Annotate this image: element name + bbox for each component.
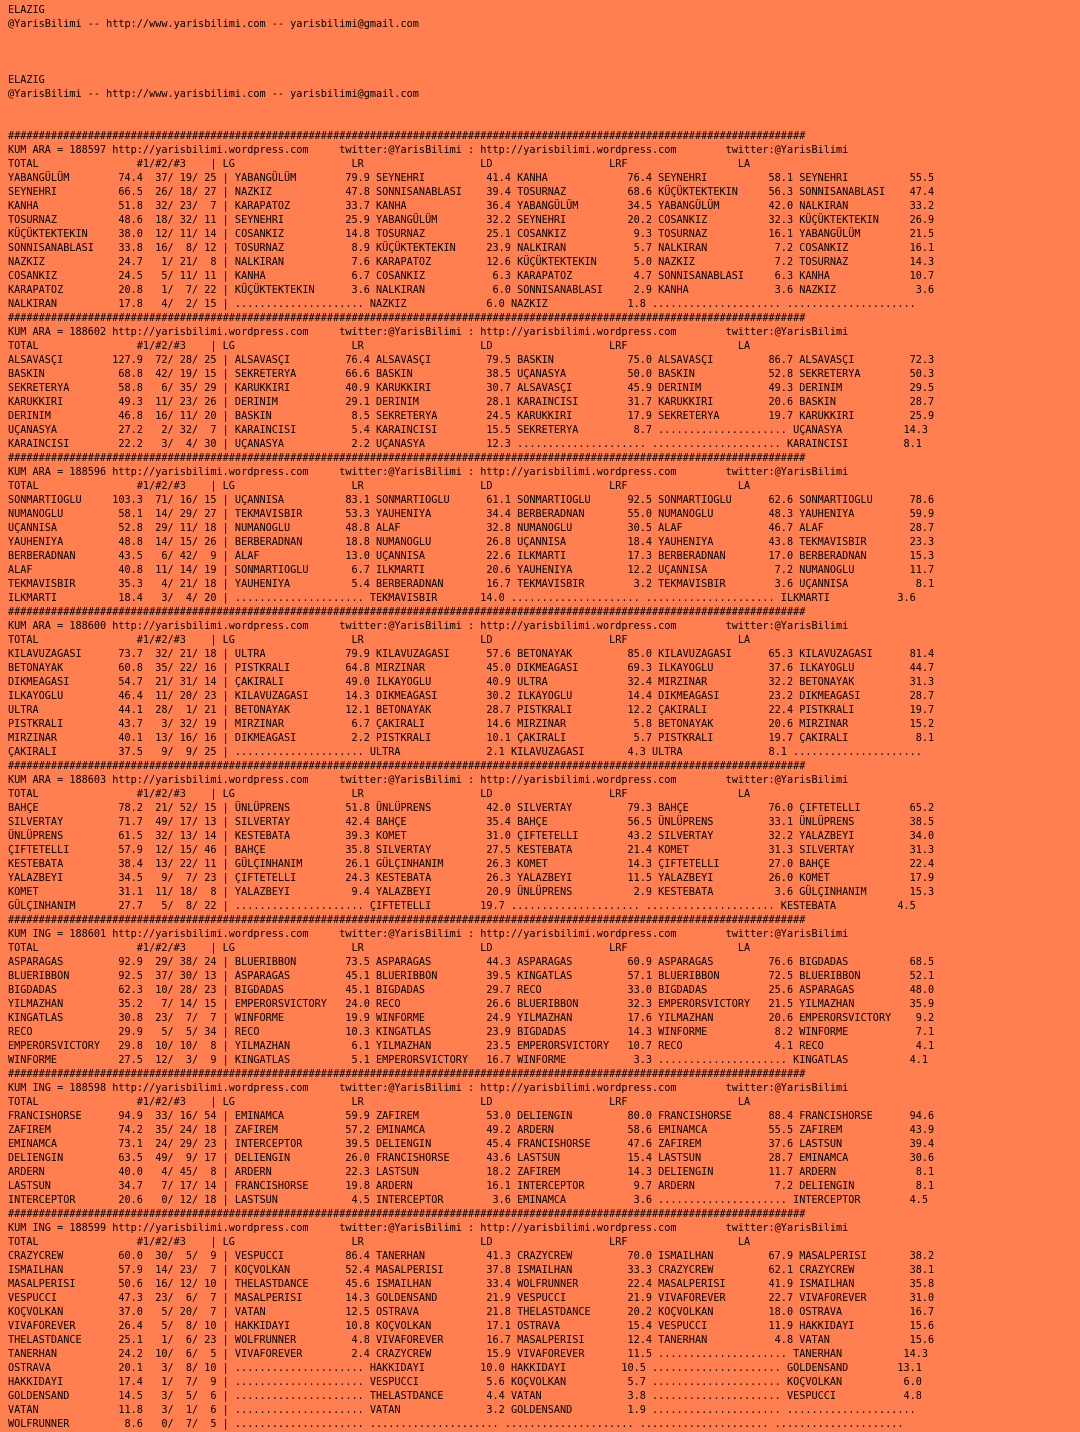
report-line: ################################################################################################################################## [8,453,806,464]
report-line: ISMAILHAN 57.9 14/ 23/ 7 | KOÇVOLKAN 52.4 MASALPERISI 37.8 ISMAILHAN 33.3 CRAZYCREW 62.1 CRAZYCREW 38.1 [8,1265,935,1276]
report-line: KARAPATOZ 20.8 1/ 7/ 22 | KÜÇÜKTEKTEKIN 3.6 NALKIRAN 6.0 SONNISANABLASI 2.9 KANHA 3.6 NAZKIZ 3.6 [8,285,935,296]
report-line: KINGATLAS 30.8 23/ 7/ 7 | WINFORME 19.9 WINFORME 24.9 YILMAZHAN 17.6 YILMAZHAN 20.6 EMPERORSVICTORY 9.2 [8,1013,935,1024]
report-line: ILKMARTI 18.4 3/ 4/ 20 | ..................... TEKMAVISBIR 14.0 ..................... ..................... ILKMARTI 3.6 [8,593,916,604]
report-line: HAKKIDAYI 17.4 1/ 7/ 9 | ..................... VESPUCCI 5.6 KOÇVOLKAN 5.7 ..................... KOÇVOLKAN 6.0 [8,1377,922,1388]
report-line: DIKMEAGASI 54.7 21/ 31/ 14 | ÇAKIRALI 49.0 ILKAYOGLU 40.9 ULTRA 32.4 MIRZINAR 32.2 BETONAYAK 31.3 [8,677,935,688]
report-line: ZAFIREM 74.2 35/ 24/ 18 | ZAFIREM 57.2 EMINAMCA 49.2 ARDERN 58.6 EMINAMCA 55.5 ZAFIREM 43.9 [8,1125,935,1136]
report-line: ÇAKIRALI 37.5 9/ 9/ 25 | ..................... ULTRA 2.1 KILAVUZAGASI 4.3 ULTRA 8.1 ..................... [8,747,922,758]
report-line: KARAINCISI 22.2 3/ 4/ 30 | UÇANASYA 2.2 UÇANASYA 12.3 ..................... ..................... KARAINCISI 8.1 [8,439,922,450]
report-line: ################################################################################################################################## [8,313,806,324]
report-line: ILKAYOGLU 46.4 11/ 20/ 23 | KILAVUZAGASI 14.3 DIKMEAGASI 30.2 ILKAYOGLU 14.4 DIKMEAGASI 23.2 DIKMEAGASI 28.7 [8,691,935,702]
report-line: LASTSUN 34.7 7/ 17/ 14 | FRANCISHORSE 19.8 ARDERN 16.1 INTERCEPTOR 9.7 ARDERN 7.2 DELIENGIN 8.1 [8,1181,935,1192]
report-line: PISTKRALI 43.7 3/ 32/ 19 | MIRZINAR 6.7 ÇAKIRALI 14.6 MIRZINAR 5.8 BETONAYAK 20.6 MIRZINAR 15.2 [8,719,935,730]
report-line: BIGDADAS 62.3 10/ 28/ 23 | BIGDADAS 45.1 BIGDADAS 29.7 RECO 33.0 BIGDADAS 25.6 ASPARAGAS 48.0 [8,985,935,996]
report-line: @YarisBilimi -- http://www.yarisbilimi.com -- yarisbilimi@gmail.com [8,19,419,30]
report-line: INTERCEPTOR 20.6 0/ 12/ 18 | LASTSUN 4.5 INTERCEPTOR 3.6 EMINAMCA 3.6 ..................... INTERCEPTOR 4.5 [8,1195,929,1206]
report-line: ÜNLÜPRENS 61.5 32/ 13/ 14 | KESTEBATA 39.3 KOMET 31.0 ÇIFTETELLI 43.2 SILVERTAY 32.2 YALAZBEYI 34.0 [8,831,935,842]
report-line: OSTRAVA 20.1 3/ 8/ 10 | ..................... HAKKIDAYI 10.0 HAKKIDAYI 10.5 ..................... GOLDENSAND 13.1 [8,1363,922,1374]
report-line: WINFORME 27.5 12/ 3/ 9 | KINGATLAS 5.1 EMPERORSVICTORY 16.7 WINFORME 3.3 ..................... KINGATLAS 4.1 [8,1055,929,1066]
report-line: DERINIM 46.8 16/ 11/ 20 | BASKIN 8.5 SEKRETERYA 24.5 KARUKKIRI 17.9 SEKRETERYA 19.7 KARUKKIRI 25.9 [8,411,935,422]
report-line: ARDERN 40.0 4/ 45/ 8 | ARDERN 22.3 LASTSUN 18.2 ZAFIREM 14.3 DELIENGIN 11.7 ARDERN 8.1 [8,1167,935,1178]
report-line: ################################################################################################################################## [8,1209,806,1220]
report-line: ELAZIG [8,5,45,16]
report-line: TOTAL #1/#2/#3 | LG LR LD LRF LA [8,481,751,492]
report-line: ################################################################################################################################## [8,131,806,142]
report-line: TOTAL #1/#2/#3 | LG LR LD LRF LA [8,341,751,352]
report-line: KUM ARA = 188597 http://yarisbilimi.wordpress.com twitter:@YarisBilimi : http://yarisbilimi.wordpress.com twitter:@YarisBilimi [8,145,849,156]
report-line: KOMET 31.1 11/ 18/ 8 | YALAZBEYI 9.4 YALAZBEYI 20.9 ÜNLÜPRENS 2.9 KESTEBATA 3.6 GÜLÇINHANIM 15.3 [8,887,935,898]
report-line: TOTAL #1/#2/#3 | LG LR LD LRF LA [8,1097,751,1108]
report-line: KUM ING = 188598 http://yarisbilimi.wordpress.com twitter:@YarisBilimi : http://yarisbilimi.wordpress.com twitter:@YarisBilimi [8,1083,849,1094]
report-line: KUM ARA = 188596 http://yarisbilimi.wordpress.com twitter:@YarisBilimi : http://yarisbilimi.wordpress.com twitter:@YarisBilimi [8,467,849,478]
report-line: SEKRETERYA 58.8 6/ 35/ 29 | KARUKKIRI 40.9 KARUKKIRI 30.7 ALSAVASÇI 45.9 DERINIM 49.3 DERINIM 29.5 [8,383,935,394]
report-line: UÇANASYA 27.2 2/ 32/ 7 | KARAINCISI 5.4 KARAINCISI 15.5 SEKRETERYA 8.7 ..................... UÇANASYA 14.3 [8,425,929,436]
report-line: TOTAL #1/#2/#3 | LG LR LD LRF LA [8,789,751,800]
report-line: KOÇVOLKAN 37.0 5/ 20/ 7 | VATAN 12.5 OSTRAVA 21.8 THELASTDANCE 20.2 KOÇVOLKAN 18.0 OSTRAVA 16.7 [8,1307,935,1318]
report-line: DELIENGIN 63.5 49/ 9/ 17 | DELIENGIN 26.0 FRANCISHORSE 43.6 LASTSUN 15.4 LASTSUN 28.7 EMINAMCA 30.6 [8,1153,935,1164]
report-line: BERBERADNAN 43.5 6/ 42/ 9 | ALAF 13.0 UÇANNISA 22.6 ILKMARTI 17.3 BERBERADNAN 17.0 BERBERADNAN 15.3 [8,551,935,562]
report-line: UÇANNISA 52.8 29/ 11/ 18 | NUMANOGLU 48.8 ALAF 32.8 NUMANOGLU 30.5 ALAF 46.7 ALAF 28.7 [8,523,935,534]
report-line: GÜLÇINHANIM 27.7 5/ 8/ 22 | ..................... ÇIFTETELLI 19.7 ..................... ..................... KESTEBATA 4.5 [8,901,916,912]
report-line: SEYNEHRI 66.5 26/ 18/ 27 | NAZKIZ 47.8 SONNISANABLASI 39.4 TOSURNAZ 68.6 KÜÇÜKTEKTEKIN 56.3 SONNISANABLASI 47.4 [8,187,935,198]
report-line: KANHA 51.8 32/ 23/ 7 | KARAPATOZ 33.7 KANHA 36.4 YABANGÜLÜM 34.5 YABANGÜLÜM 42.0 NALKIRAN 33.2 [8,201,935,212]
report-line: ALSAVASÇI 127.9 72/ 28/ 25 | ALSAVASÇI 76.4 ALSAVASÇI 79.5 BASKIN 75.0 ALSAVASÇI 86.7 ALSAVASÇI 72.3 [8,355,935,366]
report-line: BAHÇE 78.2 21/ 52/ 15 | ÜNLÜPRENS 51.8 ÜNLÜPRENS 42.0 SILVERTAY 79.3 BAHÇE 76.0 ÇIFTETELLI 65.2 [8,803,935,814]
report-line: BASKIN 68.8 42/ 19/ 15 | SEKRETERYA 66.6 BASKIN 38.5 UÇANASYA 50.0 BASKIN 52.8 SEKRETERYA 50.3 [8,369,935,380]
report-line: MIRZINAR 40.1 13/ 16/ 16 | DIKMEAGASI 2.2 PISTKRALI 10.1 ÇAKIRALI 5.7 PISTKRALI 19.7 ÇAKIRALI 8.1 [8,733,935,744]
report-line: NAZKIZ 24.7 1/ 21/ 8 | NALKIRAN 7.6 KARAPATOZ 12.6 KÜÇÜKTEKTEKIN 5.0 NAZKIZ 7.2 TOSURNAZ 14.3 [8,257,935,268]
report-line: SONNISANABLASI 33.8 16/ 8/ 12 | TOSURNAZ 8.9 KÜÇÜKTEKTEKIN 23.9 NALKIRAN 5.7 NALKIRAN 7.2 COSANKIZ 16.1 [8,243,935,254]
report-line: ALAF 40.8 11/ 14/ 19 | SONMARTIOGLU 6.7 ILKMARTI 20.6 YAUHENIYA 12.2 UÇANNISA 7.2 NUMANOGLU 11.7 [8,565,935,576]
report-line: KUM ING = 188601 http://yarisbilimi.wordpress.com twitter:@YarisBilimi : http://yarisbilimi.wordpress.com twitter:@YarisBilimi [8,929,849,940]
report-line: ################################################################################################################################## [8,915,806,926]
report-line: NALKIRAN 17.8 4/ 2/ 15 | ..................... NAZKIZ 6.0 NAZKIZ 1.8 ..................... ..................... [8,299,916,310]
report-line: EMPERORSVICTORY 29.8 10/ 10/ 8 | YILMAZHAN 6.1 YILMAZHAN 23.5 EMPERORSVICTORY 10.7 RECO 4.1 RECO 4.1 [8,1041,935,1052]
report-line [8,46,1080,60]
report-line: SILVERTAY 71.7 49/ 17/ 13 | SILVERTAY 42.4 BAHÇE 35.4 BAHÇE 56.5 ÜNLÜPRENS 33.1 ÜNLÜPRENS 38.5 [8,817,935,828]
report-line: BETONAYAK 60.8 35/ 22/ 16 | PISTKRALI 64.8 MIRZINAR 45.0 DIKMEAGASI 69.3 ILKAYOGLU 37.6 ILKAYOGLU 44.7 [8,663,935,674]
report-line: ULTRA 44.1 28/ 1/ 21 | BETONAYAK 12.1 BETONAYAK 28.7 PISTKRALI 12.2 ÇAKIRALI 22.4 PISTKRALI 19.7 [8,705,935,716]
report-line: ELAZIG [8,75,45,86]
report-line: BLUERIBBON 92.5 37/ 30/ 13 | ASPARAGAS 45.1 BLUERIBBON 39.5 KINGATLAS 57.1 BLUERIBBON 72.5 BLUERIBBON 52.1 [8,971,935,982]
report-line [8,60,1080,74]
report-line: MASALPERISI 50.6 16/ 12/ 10 | THELASTDANCE 45.6 ISMAILHAN 33.4 WOLFRUNNER 22.4 MASALPERISI 41.9 ISMAILHAN 35.8 [8,1279,935,1290]
report-line: KUM ARA = 188603 http://yarisbilimi.wordpress.com twitter:@YarisBilimi : http://yarisbilimi.wordpress.com twitter:@YarisBilimi [8,775,849,786]
report-line: TOTAL #1/#2/#3 | LG LR LD LRF LA [8,159,751,170]
report-line: VIVAFOREVER 26.4 5/ 8/ 10 | HAKKIDAYI 10.8 KOÇVOLKAN 17.1 OSTRAVA 15.4 VESPUCCI 11.9 HAKKIDAYI 15.6 [8,1321,935,1332]
report-line: TANERHAN 24.2 10/ 6/ 5 | VIVAFOREVER 2.4 CRAZYCREW 15.9 VIVAFOREVER 11.5 ..................... TANERHAN 14.3 [8,1349,929,1360]
report-line: CRAZYCREW 60.0 30/ 5/ 9 | VESPUCCI 86.4 TANERHAN 41.3 CRAZYCREW 70.0 ISMAILHAN 67.9 MASALPERISI 38.2 [8,1251,935,1262]
report-line: KILAVUZAGASI 73.7 32/ 21/ 18 | ULTRA 79.9 KILAVUZAGASI 57.6 BETONAYAK 85.0 KILAVUZAGASI 65.3 KILAVUZAGASI 81.4 [8,649,935,660]
report-line: WOLFRUNNER 8.6 0/ 7/ 5 | ..................... ..................... ..................... ..................... ..................... [8,1419,904,1430]
report-line: YALAZBEYI 34.5 9/ 7/ 23 | ÇIFTETELLI 24.3 KESTEBATA 26.3 YALAZBEYI 11.5 YALAZBEYI 26.0 KOMET 17.9 [8,873,935,884]
report-line: SONMARTIOGLU 103.3 71/ 16/ 15 | UÇANNISA 83.1 SONMARTIOGLU 61.1 SONMARTIOGLU 92.5 SONMARTIOGLU 62.6 SONMARTIOGLU 78.6 [8,495,935,506]
report-line: RECO 29.9 5/ 5/ 34 | RECO 10.3 KINGATLAS 23.9 BIGDADAS 14.3 WINFORME 8.2 WINFORME 7.1 [8,1027,935,1038]
report-line: ################################################################################################################################## [8,1069,806,1080]
report-line: TOTAL #1/#2/#3 | LG LR LD LRF LA [8,635,751,646]
report-line: KUM ARA = 188600 http://yarisbilimi.wordpress.com twitter:@YarisBilimi : http://yarisbilimi.wordpress.com twitter:@YarisBilimi [8,621,849,632]
report-line: ÇIFTETELLI 57.9 12/ 15/ 46 | BAHÇE 35.8 SILVERTAY 27.5 KESTEBATA 21.4 KOMET 31.3 SILVERTAY 31.3 [8,845,935,856]
report-line: @YarisBilimi -- http://www.yarisbilimi.com -- yarisbilimi@gmail.com [8,89,419,100]
report-line: VESPUCCI 47.3 23/ 6/ 7 | MASALPERISI 14.3 GOLDENSAND 21.9 VESPUCCI 21.9 VIVAFOREVER 22.7 VIVAFOREVER 31.0 [8,1293,935,1304]
report-line: FRANCISHORSE 94.9 33/ 16/ 54 | EMINAMCA 59.9 ZAFIREM 53.0 DELIENGIN 80.0 FRANCISHORSE 88.4 FRANCISHORSE 94.6 [8,1111,935,1122]
report-line: YABANGÜLÜM 74.4 37/ 19/ 25 | YABANGÜLÜM 79.9 SEYNEHRI 41.4 KANHA 76.4 SEYNEHRI 58.1 SEYNEHRI 55.5 [8,173,935,184]
report-line: COSANKIZ 24.5 5/ 11/ 11 | KANHA 6.7 COSANKIZ 6.3 KARAPATOZ 4.7 SONNISANABLASI 6.3 KANHA 10.7 [8,271,935,282]
report-line: TOSURNAZ 48.6 18/ 32/ 11 | SEYNEHRI 25.9 YABANGÜLÜM 32.2 SEYNEHRI 20.2 COSANKIZ 32.3 KÜÇÜKTEKTEKIN 26.9 [8,215,935,226]
report-line: KUM ING = 188599 http://yarisbilimi.wordpress.com twitter:@YarisBilimi : http://yarisbilimi.wordpress.com twitter:@YarisBilimi [8,1223,849,1234]
report-line: TEKMAVISBIR 35.3 4/ 21/ 18 | YAUHENIYA 5.4 BERBERADNAN 16.7 TEKMAVISBIR 3.2 TEKMAVISBIR 3.6 UÇANNISA 8.1 [8,579,935,590]
report-line: TOTAL #1/#2/#3 | LG LR LD LRF LA [8,1237,751,1248]
report-line [8,102,1080,116]
report-line [8,116,1080,130]
report-line: KÜÇÜKTEKTEKIN 38.0 12/ 11/ 14 | COSANKIZ 14.8 TOSURNAZ 25.1 COSANKIZ 9.3 TOSURNAZ 16.1 YABANGÜLÜM 21.5 [8,229,935,240]
report-line: EMINAMCA 73.1 24/ 29/ 23 | INTERCEPTOR 39.5 DELIENGIN 45.4 FRANCISHORSE 47.6 ZAFIREM 37.6 LASTSUN 39.4 [8,1139,935,1150]
report-line: VATAN 11.8 3/ 1/ 6 | ..................... VATAN 3.2 GOLDENSAND 1.9 ..................... ..................... [8,1405,916,1416]
report-line: KESTEBATA 38.4 13/ 22/ 11 | GÜLÇINHANIM 26.1 GÜLÇINHANIM 26.3 KOMET 14.3 ÇIFTETELLI 27.0 BAHÇE 22.4 [8,859,935,870]
report-line: ################################################################################################################################## [8,607,806,618]
report-line: GOLDENSAND 14.5 3/ 5/ 6 | ..................... THELASTDANCE 4.4 VATAN 3.8 ..................... VESPUCCI 4.8 [8,1391,922,1402]
report-line: YILMAZHAN 35.2 7/ 14/ 15 | EMPERORSVICTORY 24.0 RECO 26.6 BLUERIBBON 32.3 EMPERORSVICTORY 21.5 YILMAZHAN 35.9 [8,999,935,1010]
report-line: KARUKKIRI 49.3 11/ 23/ 26 | DERINIM 29.1 DERINIM 28.1 KARAINCISI 31.7 KARUKKIRI 20.6 BASKIN 28.7 [8,397,935,408]
report-line: ASPARAGAS 92.9 29/ 38/ 24 | BLUERIBBON 73.5 ASPARAGAS 44.3 ASPARAGAS 60.9 ASPARAGAS 76.6 BIGDADAS 68.5 [8,957,935,968]
report-line [8,32,1080,46]
report-line: YAUHENIYA 48.8 14/ 15/ 26 | BERBERADNAN 18.8 NUMANOGLU 26.8 UÇANNISA 18.4 YAUHENIYA 43.8 TEKMAVISBIR 23.3 [8,537,935,548]
report-line: NUMANOGLU 58.1 14/ 29/ 27 | TEKMAVISBIR 53.3 YAUHENIYA 34.4 BERBERADNAN 55.0 NUMANOGLU 48.3 YAUHENIYA 59.9 [8,509,935,520]
report-line: KUM ARA = 188602 http://yarisbilimi.wordpress.com twitter:@YarisBilimi : http://yarisbilimi.wordpress.com twitter:@YarisBilimi [8,327,849,338]
report-line: THELASTDANCE 25.1 1/ 6/ 23 | WOLFRUNNER 4.8 VIVAFOREVER 16.7 MASALPERISI 12.4 TANERHAN 4.8 VATAN 15.6 [8,1335,935,1346]
report-line: TOTAL #1/#2/#3 | LG LR LD LRF LA [8,943,751,954]
report-line: ################################################################################################################################## [8,761,806,772]
